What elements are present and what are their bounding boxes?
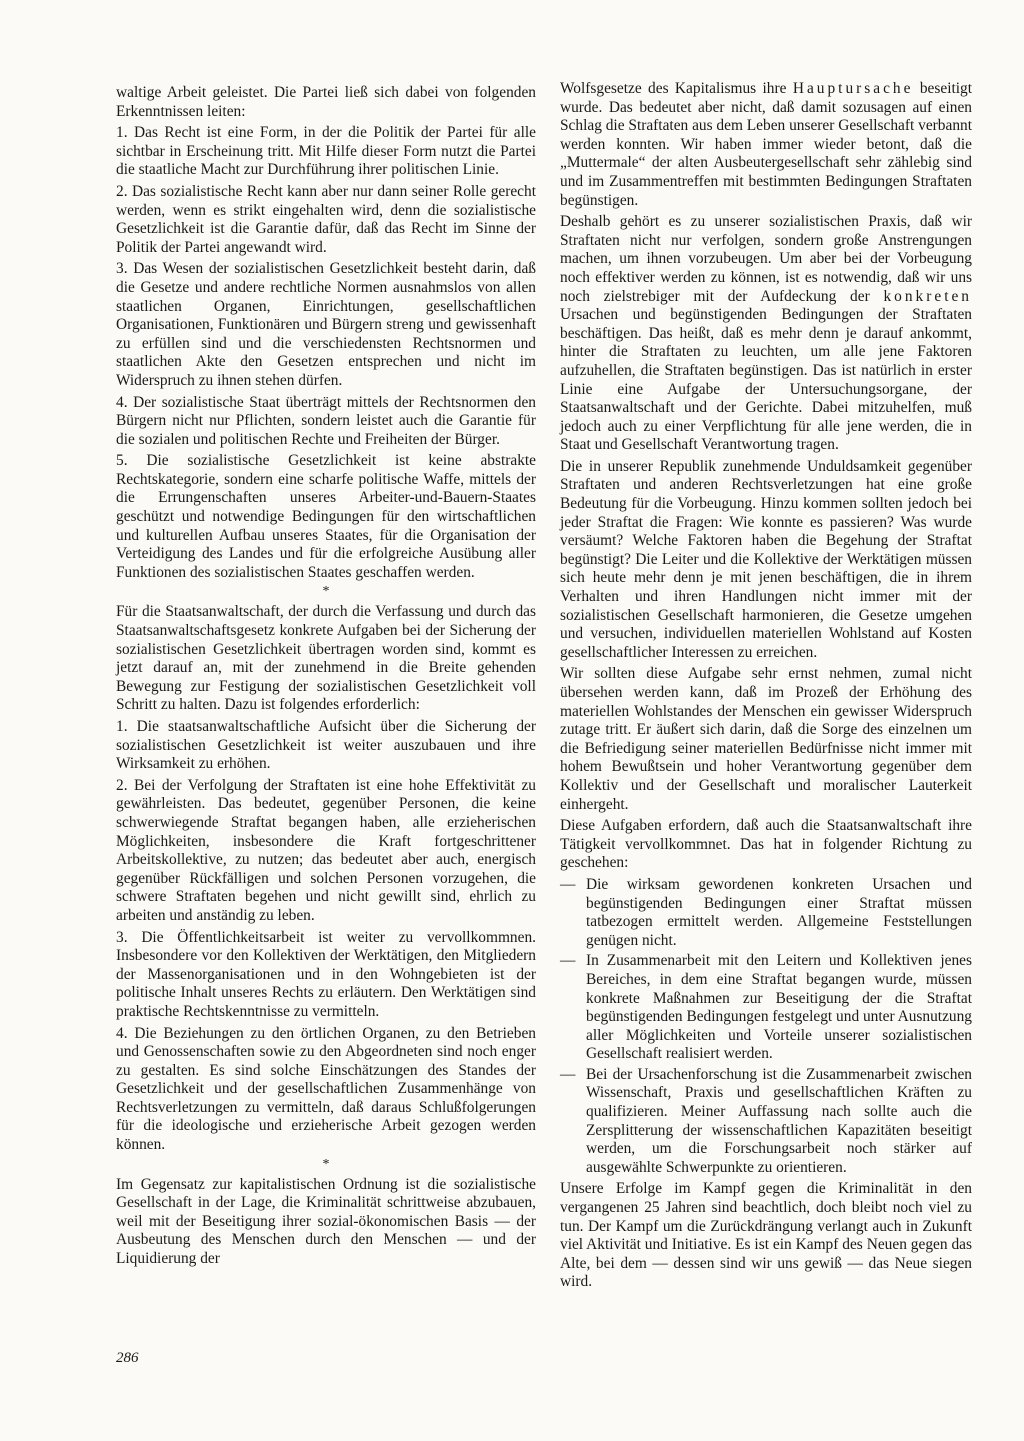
- paragraph: waltige Arbeit geleistet. Die Partei ließ sich dabei von folgenden Erkenntnissen leiten:: [116, 84, 536, 120]
- paragraph: [560, 80, 972, 210]
- right-column: [560, 80, 972, 1295]
- dash-list: [560, 876, 972, 1178]
- paragraph: 3. Das Wesen der sozialistischen Gesetzlichkeit besteht darin, daß die Gesetze und andere rechtliche Normen ausnahmslos von allen staatlichen Organen, Einrichtungen, gesellschaftlichen Organisationen, Funktionären und Bürgern streng und gewissenhaft zu erfüllen sind und die verschiedensten Rechtsnormen und staatlichen Akte den Gesetzen entsprechen und nicht im Widerspruch zu ihnen stehen dürfen.: [116, 260, 536, 389]
- spaced-emphasis: Hauptursache: [792, 80, 914, 97]
- text-run: Ursachen und begünstigenden Bedingungen der Straftaten beschäftigen. Das heißt, daß es mehr denn je darauf ankommt, hinter die Straftaten zu leuchten, um alle jene Faktoren aufzuhellen, die Straftaten begünstigen. Das ist natürlich in erster Linie eine Aufgabe der Untersuchungsorgane, der Staatsanwaltschaft und der Gerichte. Dabei mitzuhelfen, muß jedoch auch zu einer Verpflichtung für alle jene werden, die in Staat und Gesellschaft Verantwortung tragen.: [560, 306, 972, 454]
- paragraph: 3. Die Öffentlichkeitsarbeit ist weiter zu vervollkommnen. Insbesondere vor den Kollektiven der Werktätigen, den Mitgliedern der Massenorganisationen und in den Wohngebieten ist der politische Inhalt unseres Rechts zu erläutern. Den Werktätigen sind praktische Rechtskenntnisse zu vermitteln.: [116, 928, 536, 1020]
- left-column: [116, 84, 536, 1272]
- paragraph: 4. Der sozialistische Staat überträgt mittels der Rechtsnormen den Bürgern nicht nur Pflichten, sondern leistet auch die Garantie für die sozialen und politischen Rechte und Freiheiten der Bürger.: [116, 393, 536, 448]
- paragraph: 5. Die sozialistische Gesetzlichkeit ist keine abstrakte Rechtskategorie, sondern eine scharfe politische Waffe, mittels der die Errungenschaften unseres Arbeiter-und-Bauern-Staates geschützt und notwendige Bedingungen für den wirtschaftlichen und kulturellen Aufbau unseres Staates, für die Organisation der Verteidigung des Landes und für die erfolgreiche Ausübung aller Funktionen des sozialistischen Staates geschaffen werden.: [116, 452, 536, 581]
- page-number: 286: [116, 1350, 139, 1366]
- paragraph: Die in unserer Republik zunehmende Unduldsamkeit gegenüber Straftaten und anderen Rechtsverletzungen hat eine große Bedeutung für die Vorbeugung. Hinzu kommen sollten jedoch bei jeder Straftat die Fragen: Wie konnte es passieren? Was wurde versäumt? Welche Faktoren haben die Begehung der Straftat begünstigt? Die Leiter und die Kollektive der Werktätigen müssen sich heute mehr denn je mit jenen beschäftigen, die in ihrem Verhalten und ihren Handlungen nicht immer mit der sozialistischen Gesellschaft harmonieren, die Gesetze umgehen und versuchen, individuellen materiellen Wohlstand auf Kosten gesellschaftlicher Interessen zu erreichen.: [560, 457, 972, 661]
- paragraph: Wir sollten diese Aufgabe sehr ernst nehmen, zumal nicht übersehen werden kann, daß im Prozeß der Erhöhung des materiellen Wohlstandes der Menschen ein gewisser Widerspruch zutage tritt. Er äußert sich darin, daß die Sorge des einzelnen um die Befriedigung seiner materiellen Bedürfnisse nicht immer mit hohem Bewußtsein und hoher Verantwortung gegenüber dem Kollektiv und der Gesellschaft und moralischer Lauterkeit einhergeht.: [560, 665, 972, 813]
- paragraph: 2. Bei der Verfolgung der Straftaten ist eine hohe Effektivität zu gewährleisten. Das bedeutet, gegenüber Personen, die keine schwerwiegende Straftat begangen haben, alle erzieherischen Möglichkeiten, insbesondere die Kraft fortgeschrittener Arbeitskollektive, zu nutzen; das bedeutet aber auch, energisch gegenüber Rückfälligen und solchen Personen vorzugehen, die schwere Straftaten begehen und nicht gewillt sind, ehrlich zu arbeiten und anständig zu leben.: [116, 776, 536, 924]
- list-item: — In Zusammenarbeit mit den Leitern und Kollektiven jenes Bereiches, in dem eine Straftat begangen wurde, müssen konkrete Maßnahmen zur Beseitigung der die Straftat begünstigenden Bedingungen festgelegt und unter Ausnutzung aller Möglichkeiten und Vorteile unserer sozialistischen Gesellschaft realisiert werden.: [560, 952, 972, 1064]
- section-separator: *: [322, 584, 330, 600]
- spaced-emphasis: konkreten: [883, 287, 972, 305]
- text-run: beseitigt wurde. Das bedeutet aber nicht, daß damit sozusagen auf einen Schlag die Straftaten aus dem Leben unserer Gesellschaft verbannt werden konnten. Wir haben immer wieder betont, daß die „Muttermale“ der alten Ausbeutergesellschaft sehr zählebig sind und im Zusammentreffen mit bestimmten Bedingungen Straftaten begünstigen.: [560, 80, 972, 209]
- paragraph: Im Gegensatz zur kapitalistischen Ordnung ist die sozialistische Gesellschaft in der Lage, die Kriminalität schrittweise abzubauen, weil mit der Beseitigung ihrer sozial-ökonomischen Basis — der Ausbeutung des Menschen durch den Menschen — und der Liquidierung der: [116, 1175, 536, 1268]
- list-item: — Die wirksam gewordenen konkreten Ursachen und begünstigenden Bedingungen einer Straftat müssen tatbezogen ermittelt werden. Allgemeine Feststellungen genügen nicht.: [560, 876, 972, 950]
- paragraph: 1. Die staatsanwaltschaftliche Aufsicht über die Sicherung der sozialistischen Gesetzlichkeit ist weiter auszubauen und ihre Wirksamkeit zu erhöhen.: [116, 718, 536, 773]
- paragraph: Diese Aufgaben erfordern, daß auch die Staatsanwaltschaft ihre Tätigkeit vervollkommnet. Das hat in folgender Richtung zu geschehen:: [560, 817, 972, 872]
- paragraph: [560, 213, 972, 455]
- paragraph: 2. Das sozialistische Recht kann aber nur dann seiner Rolle gerecht werden, wenn es strikt eingehalten wird, denn die sozialistische Gesetzlichkeit ist die Garantie dafür, daß das Recht im Sinne der Politik der Partei angewandt wird.: [116, 182, 536, 256]
- text-run: Wolfsgesetze des Kapitalismus ihre: [560, 80, 793, 97]
- paragraph: Unsere Erfolge im Kampf gegen die Kriminalität in den vergangenen 25 Jahren sind beachtlich, doch bleibt noch viel zu tun. Der Kampf um die Zurückdrängung verlangt auch in Zukunft viel Aktivität und Initiative. Es ist ein Kampf des Neuen gegen das Alte, bei dem — dessen sind wir uns gewiß — das Neue siegen wird.: [560, 1180, 972, 1291]
- paragraph: 1. Das Recht ist eine Form, in der die Politik der Partei für alle sichtbar in Erscheinung tritt. Mit Hilfe dieser Form nutzt die Partei die staatliche Macht zur Durchführung ihrer politischen Linie.: [116, 124, 536, 179]
- section-separator: *: [322, 1156, 330, 1172]
- text-run: Deshalb gehört es zu unserer sozialistischen Praxis, daß wir Straftaten nicht nur verfolgen, sondern große Anstrengungen machen, um ihnen vorzubeugen. Um aber bei der Vorbeugung noch effektiver werden zu können, ist es notwendig, daß wir uns noch zielstrebiger mit der Aufdeckung der: [560, 213, 972, 305]
- paragraph: Für die Staatsanwaltschaft, der durch die Verfassung und durch das Staatsanwaltschaftsgesetz konkrete Aufgaben bei der Sicherung der sozialistischen Gesetzlichkeit übertragen worden sind, kommt es jetzt darauf an, mit der zunehmend in die Breite gehenden Bewegung zur Festigung der sozialistischen Gesetzlichkeit voll Schritt zu halten. Dazu ist folgendes erforderlich:: [116, 603, 536, 714]
- list-item: — Bei der Ursachenforschung ist die Zusammenarbeit zwischen Wissenschaft, Praxis und gesellschaftlichen Kräften zu qualifizieren. Meiner Auffassung nach sollte auch die Zersplitterung der wissenschaftlichen Kapazitäten beseitigt werden, um die Forschungsarbeit noch stärker auf ausgewählte Schwerpunkte zu orientieren.: [560, 1066, 972, 1178]
- paragraph: 4. Die Beziehungen zu den örtlichen Organen, zu den Betrieben und Genossenschaften sowie zu den Abgeordneten sind noch enger zu gestalten. Es sind solche Einschätzungen des Standes der Gesetzlichkeit und der gesellschaftlichen Zusammenhänge von Rechtsverletzungen zu vermitteln, daß daraus Schlußfolgerungen für die ideologische und erzieherische Arbeit gezogen werden können.: [116, 1024, 536, 1154]
